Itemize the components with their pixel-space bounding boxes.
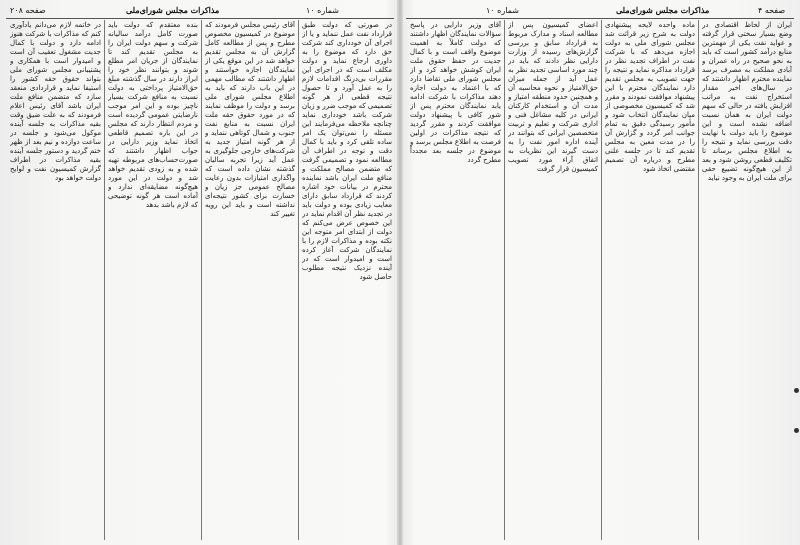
column-text: آقای رئیس مجلس فرمودند که موضوع در کمیسیون مخصوص مطرح و پس از مطالعه کامل گزارش آن به مجلس تقدیم خواهد شد در این موقع یکی از نمایندگان اجازه خواستند و اظهار داشتند که مطالب مهمی در این باب دارند که باید به اطلاع مجلس شورای ملی برسد و دولت را موظف نمایند که در مورد حقوق حقه ملت ایران نسبت به منابع نفت جنوب و شمال کوتاهی ننماید و از هر گونه امتیاز جدید به شرکت‌های خارجی جلوگیری به عمل آید زیرا تجربه سالیان گذشته نشان داده است که واگذاری امتیازات بدون رعایت مصالح عمومی جز زیان و خسارت برای کشور نتیجه‌ای نداشته است و باید این رویه تغییر کند [205,21,295,218]
column-rule [504,20,505,540]
column-text: ماده واحده لایحه پیشنهادی دولت به شرح زیر قرائت شد مجلس شورای ملی به دولت اجازه می‌دهد که با شرکت نفت در اطراف تجدید نظر در قرارداد مذاکره نماید و نتیجه را جهت تصویب به مجلس تقدیم دارد نمایندگان محترم با این پیشنهاد موافقت نمودند و مقرر شد که کمیسیون مخصوصی از میان نمایندگان انتخاب شود و مأمور رسیدگی دقیق به تمام جوانب امر گردد و گزارش آن را در مدت معین به مجلس تقدیم کند تا در جلسه علنی مطرح و درباره آن تصمیم مقتضی اتخاذ شود [605,21,695,173]
text-column [702,21,792,539]
column-text: بنده معتقدم که دولت باید صورت کامل درآمد سالیانه شرکت و سهم دولت ایران را به مجلس تقدیم کند تا نمایندگان از جریان امر مطلع شوند و بتوانند نظر خود را ابراز دارند در سال گذشته مبلغ حق‌الامتیاز پرداختی به دولت نسبت به منافع شرکت بسیار ناچیز بوده و این امر موجب نارضایتی عمومی گردیده است و مردم انتظار دارند که مجلس در این باره تصمیم قاطعی اتخاذ نماید وزیر دارایی در جواب اظهار داشتند که صورت‌حساب‌های مربوطه تهیه شده و به زودی تقدیم خواهد شد و دولت در این مورد هیچ‌گونه مضایقه‌ای ندارد و آماده است هر گونه توضیحی که لازم باشد بدهد [108,21,198,209]
text-column [508,21,598,539]
column-rule [104,20,105,540]
page-number: صفحه ۴ [758,6,786,15]
column-text: در صورتی که دولت طبق قرارداد نفت عمل ننماید و یا از اجرای آن خودداری کند شرکت حق دارد که موضوع را به داوری ارجاع نماید و دولت مکلف است که در اجرای این مقررات بی‌درنگ اقدامات لازم را به عمل آورد و تا حصول نتیجه قطعی از هر گونه تصمیمی که موجب ضرر و زیان شرکت باشد خودداری نماید چنانچه ملاحظه می‌فرمایند این مسئله را نمی‌توان یک امر ساده تلقی کرد و باید با کمال دقت و توجه در اطراف آن مطالعه نمود و تصمیمی گرفت که متضمن مصالح مملکت و منافع ملت ایران باشد نماینده محترم در بیانات خود اشاره کردند که قرارداد سابق دارای معایب زیادی بوده و دولت باید در تجدید نظر آن اقدام نماید در این خصوص عرض می‌کنم که دولت از ابتدای امر متوجه این نکته بوده و مذاکرات لازم را با نمایندگان شرکت آغاز کرده است و امیدوار است که در آینده نزدیک نتیجه مطلوب حاصل شود [302,21,392,281]
text-column [10,21,101,539]
text-column [605,21,695,539]
issue-number: شماره ۱۰ [306,6,339,15]
header-title: مذاکرات مجلس شورای‌ملی [126,5,220,15]
left-page [6,4,394,542]
column-text: اعضای کمیسیون پس از مطالعه اسناد و مدارک مربوط به قرارداد سابق و بررسی گزارش‌های رسیده از وزارت دارایی نظر دادند که باید در چند مورد اساسی تجدید نظر به عمل آید از جمله میزان حق‌الامتیاز و نحوه محاسبه آن و همچنین حدود منطقه امتیاز و مدت آن و استخدام کارکنان ایرانی در کلیه مشاغل فنی و اداری شرکت و تعلیم و تربیت متخصصین ایرانی که بتوانند در آینده اداره امور نفت را به دست گیرند این نظریات به اتفاق آراء مورد تصویب کمیسیون قرار گرفت [508,21,598,173]
header-title: مذاکرات مجلس شورای‌ملی [616,5,710,15]
punch-hole [794,428,799,433]
column-rule [698,20,699,540]
text-column [108,21,198,539]
column-rule [298,20,299,540]
page-header [406,4,794,19]
book-spine [397,0,403,545]
column-rule [201,20,202,540]
text-column [205,21,295,539]
page-number: صفحه ۲۰۸ [10,6,46,15]
column-text: در خاتمه لازم می‌دانم یادآوری کنم که مذاکرات با شرکت هنوز ادامه دارد و دولت با کمال جدیت مشغول تعقیب آن است و امیدوار است با همکاری و پشتیبانی مجلس شورای ملی بتواند حقوق حقه کشور را استیفا نماید و قراردادی منعقد سازد که متضمن منافع ملت ایران باشد آقای رئیس اعلام فرمودند که به علت ضیق وقت بقیه مذاکرات به جلسه آینده موکول می‌شود و جلسه در ساعت دوازده و نیم بعد از ظهر ختم گردید و دستور جلسه آینده بقیه مذاکرات در اطراف گزارش کمیسیون نفت و لوایح دولت خواهد بود [10,21,101,182]
page-header [6,4,394,19]
issue-number: شماره ۱۰ [486,6,519,15]
punch-hole [794,388,799,393]
text-column [410,21,501,539]
right-page [406,4,794,542]
column-text: ایران از لحاظ اقتصادی در وضع بسیار سختی قرار گرفته و عواید نفت یکی از مهمترین منابع درآمد کشور است که باید به نحو صحیح در راه عمران و آبادی مملکت به مصرف برسد نماینده محترم اظهار داشتند که در سال‌های اخیر مقدار استخراج نفت به مراتب افزایش یافته در حالی که سهم دولت ایران به همان نسبت اضافه نشده است و این موضوع را باید دولت با نهایت دقت بررسی نماید و نتیجه را به اطلاع مجلس برساند تا تکلیف قطعی روشن شود و بعد از این هیچ‌گونه تضییع حقی برای ملت ایران به وجود نیاید [702,21,792,182]
text-column [302,21,392,539]
column-rule [601,20,602,540]
column-text: آقای وزیر دارایی در پاسخ سؤالات نمایندگان اظهار داشتند که دولت کاملاً به اهمیت موضوع واقف است و با کمال جدیت در حفظ حقوق ملت ایران کوشش خواهد کرد و از مجلس شورای ملی تقاضا دارد که با اعتماد به دولت اجازه دهند مذاکرات با شرکت ادامه یابد نمایندگان محترم پس از شور کافی با پیشنهاد دولت موافقت کردند و مقرر گردید که نتیجه مذاکرات در اولین فرصت به اطلاع مجلس برسد و موضوع در جلسه بعد مجدداً مطرح گردد [410,21,501,164]
